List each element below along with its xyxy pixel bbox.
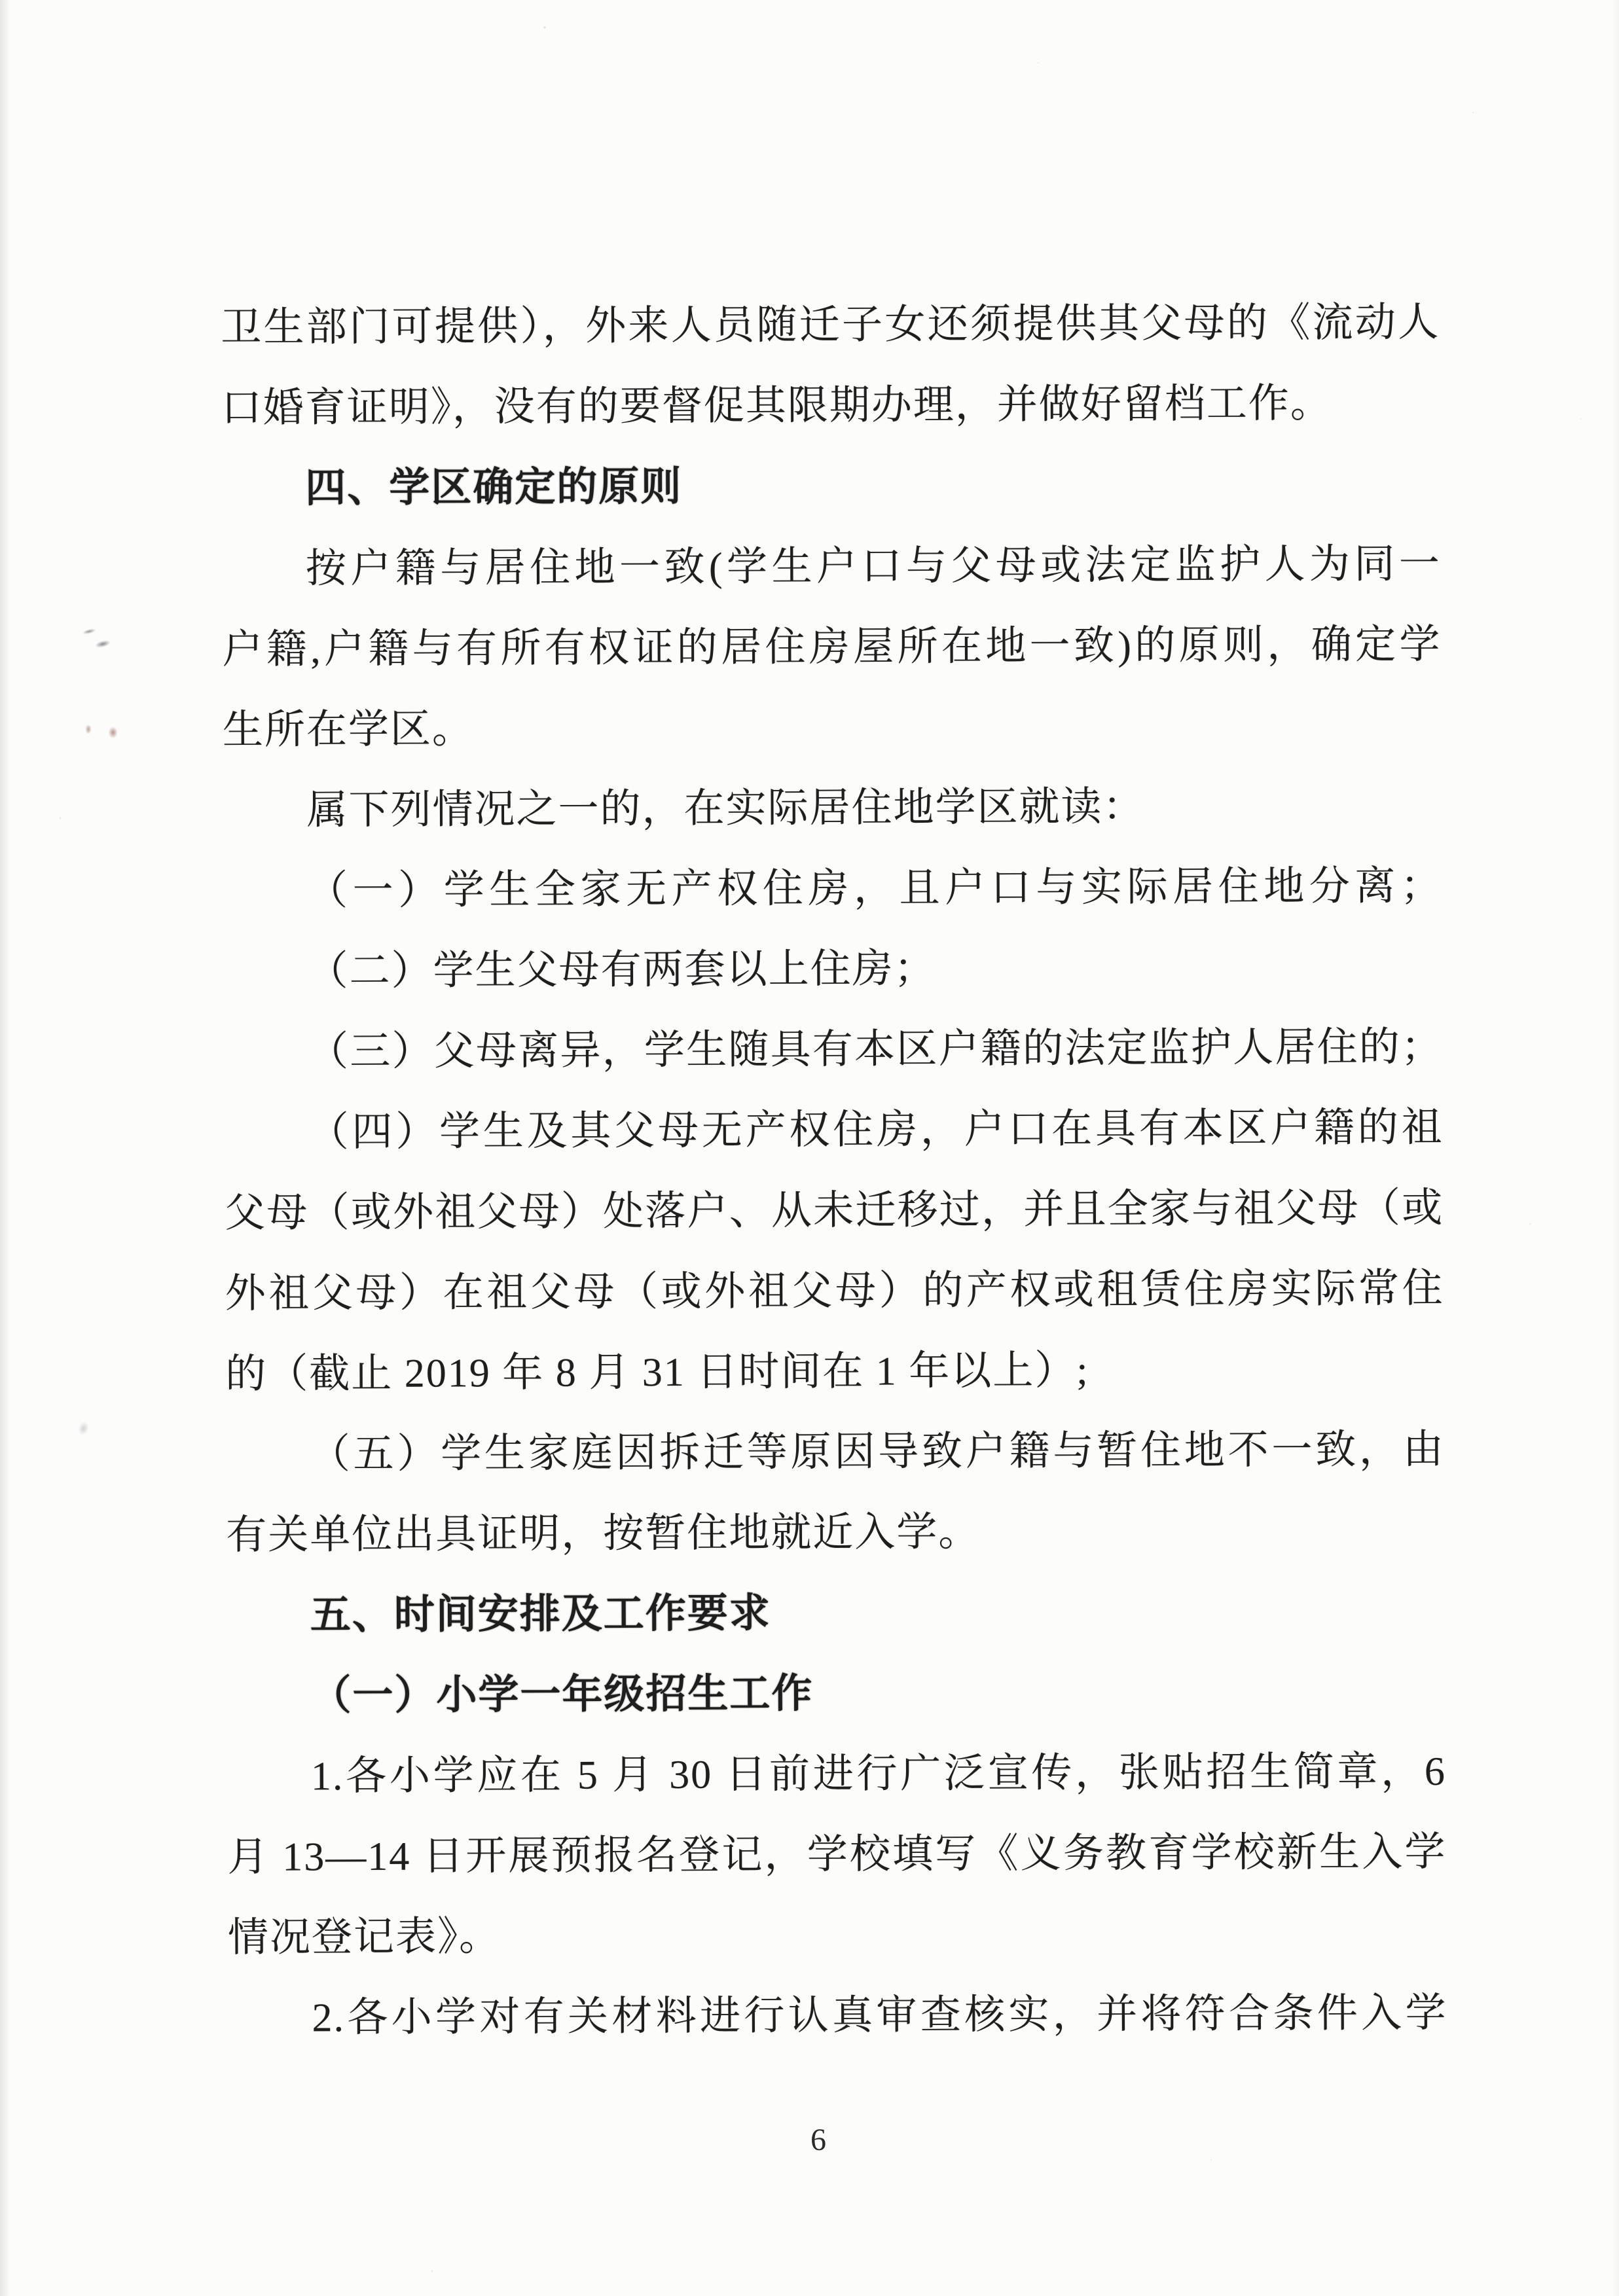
subsection-heading: （一）小学一年级招生工作: [310, 1672, 814, 1719]
list-item-4: （四）学生及其父母无产权住房，户口在具有本区户籍的祖: [308, 1105, 1444, 1155]
pencil-smudge-mark: [75, 617, 122, 661]
list-item-2: （二）学生父母有两套以上住房；: [307, 946, 936, 994]
section-heading-5: 五、时间安排及工作要求: [310, 1591, 772, 1638]
body-line: 外祖父母）在祖父母（或外祖父母）的产权或租赁住房实际常住: [225, 1266, 1444, 1316]
section-heading-4: 四、学区确定的原则: [305, 464, 683, 511]
body-line: 户籍,户籍与有所有权证的居住房屋所在地一致)的原则，确定学: [222, 622, 1442, 672]
pencil-smudge-mark: [75, 708, 128, 749]
body-line: 卫生部门可提供），外来人员随迁子女还须提供其父母的《流动人: [221, 300, 1440, 350]
list-item-5: （五）学生家庭因拆迁等原因导致户籍与暂住地不一致，由: [309, 1427, 1445, 1477]
document-body: [221, 283, 1447, 2059]
pencil-smudge-mark: [60, 1403, 108, 1455]
body-line: 父母（或外祖父母）处落户、从未迁移过，并且全家与祖父母（或: [225, 1185, 1444, 1236]
body-line: 属下列情况之一的，在实际居住地学区就读：: [306, 784, 1145, 833]
numbered-item-2: 2.各小学对有关材料进行认真审查核实，并将符合条件入学: [312, 1990, 1447, 2041]
body-line: 按户籍与居住地一致(学生户口与父母或法定监护人为同一: [305, 541, 1442, 592]
body-line: 的（截止 2019 年 8 月 31 日时间在 1 年以上）;: [225, 1348, 1089, 1397]
body-line: 情况登记表》。: [227, 1914, 501, 1960]
numbered-item-1: 1.各小学应在 5 月 30 日前进行广泛宣传，张贴招生简章，6: [310, 1749, 1447, 1799]
list-item-1: （一）学生全家无产权住房，且户口与实际居住地分离；: [306, 863, 1443, 914]
list-item-3: （三）父母离异，学生随具有本区户籍的法定监护人居住的；: [307, 1024, 1444, 1075]
page-number: 6: [810, 2123, 826, 2157]
body-line: 口婚育证明》，没有的要督促其限期办理，并做好留档工作。: [221, 381, 1332, 431]
body-line: 有关单位出具证明，按暂住地就近入学。: [226, 1509, 981, 1558]
body-line: 生所在学区。: [222, 707, 475, 753]
body-line: 月 13—14 日开展预报名登记，学校填写《义务教育学校新生入学: [227, 1829, 1447, 1880]
